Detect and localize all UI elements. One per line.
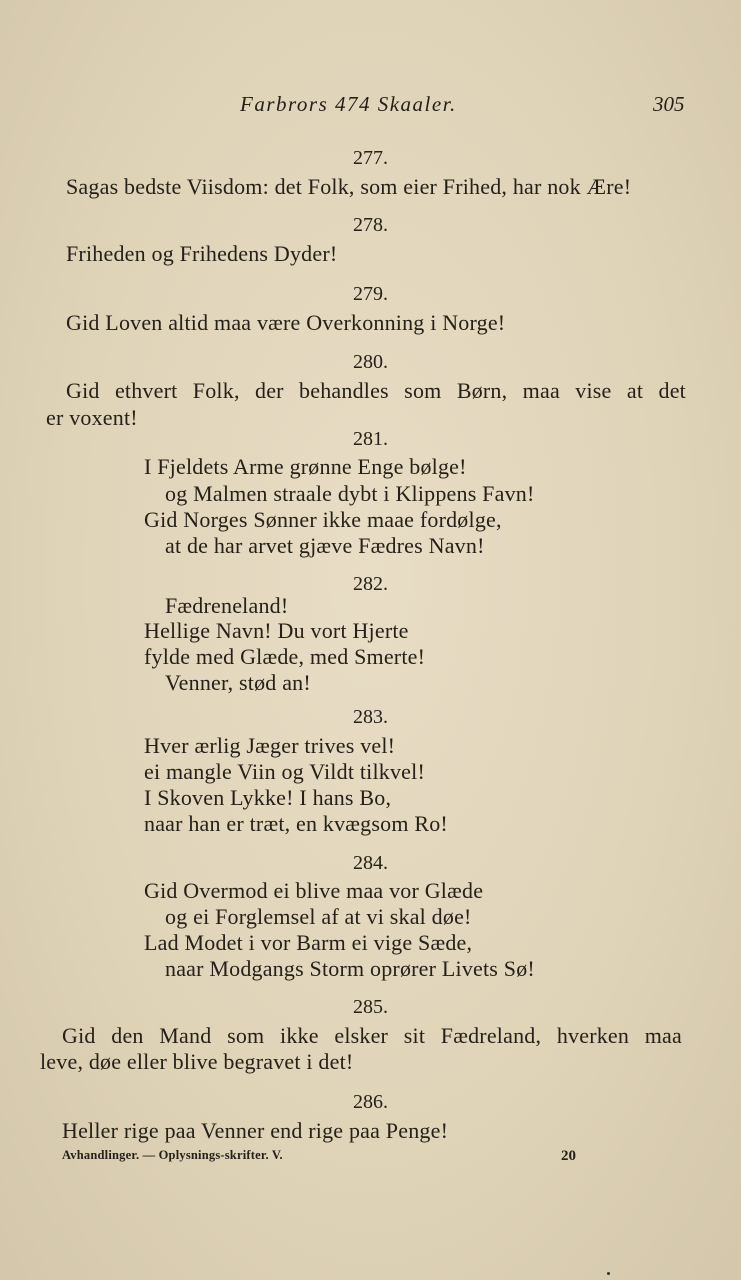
entry-line: ei mangle Viin og Vildt tilkvel! xyxy=(144,759,425,784)
entry-line: leve, døe eller blive begravet i det! xyxy=(40,1049,354,1074)
entry-line: naar Modgangs Storm oprører Livets Sø! xyxy=(165,956,535,981)
entry-line: Gid Overmod ei blive maa vor Glæde xyxy=(144,878,484,903)
entry-line: Friheden og Frihedens Dyder! xyxy=(66,241,338,266)
entry-line: fylde med Glæde, med Smerte! xyxy=(144,644,426,669)
entry-number: 283. xyxy=(353,706,388,728)
entry-line: Lad Modet i vor Barm ei vige Sæde, xyxy=(144,930,473,955)
entry-line: naar han er træt, en kvægsom Ro! xyxy=(144,811,448,836)
footer-signature: 20 xyxy=(561,1148,576,1164)
entry-number: 284. xyxy=(353,852,388,874)
entry-line: I Fjeldets Arme grønne Enge bølge! xyxy=(144,454,467,479)
running-title: Farbrors 474 Skaaler. xyxy=(240,92,457,116)
entry-line: Hver ærlig Jæger trives vel! xyxy=(144,733,396,758)
entry-number: 282. xyxy=(353,573,388,595)
entry-line: Gid ethvert Folk, der behandles som Børn, maa vise at det xyxy=(66,378,686,403)
entry-line: Fædreneland! xyxy=(165,593,289,618)
paper-speck xyxy=(607,1272,610,1275)
entry-line: Gid Norges Sønner ikke maae fordølge, xyxy=(144,507,502,532)
entry-number: 281. xyxy=(353,428,388,450)
entry-number: 285. xyxy=(353,996,388,1018)
entry-line: I Skoven Lykke! I hans Bo, xyxy=(144,785,392,810)
entry-number: 277. xyxy=(353,147,388,169)
entry-number: 286. xyxy=(353,1091,388,1113)
page-number: 305 xyxy=(653,92,685,116)
entry-line: Venner, stød an! xyxy=(165,670,311,695)
entry-line: Sagas bedste Viisdom: det Folk, som eier Frihed, har nok Ære! xyxy=(66,174,632,199)
entry-line: og Malmen straale dybt i Klippens Favn! xyxy=(165,481,535,506)
entry-number: 279. xyxy=(353,283,388,305)
entry-number: 280. xyxy=(353,351,388,373)
entry-line: at de har arvet gjæve Fædres Navn! xyxy=(165,533,485,558)
entry-line: er voxent! xyxy=(46,405,138,430)
entry-line: og ei Forglemsel af at vi skal døe! xyxy=(165,904,472,929)
entry-line: Gid den Mand som ikke elsker sit Fædreland, hverken maa xyxy=(62,1023,682,1048)
entry-line: Hellige Navn! Du vort Hjerte xyxy=(144,618,409,643)
entry-line: Gid Loven altid maa være Overkonning i Norge! xyxy=(66,310,506,335)
entry-number: 278. xyxy=(353,214,388,236)
entry-line: Heller rige paa Venner end rige paa Penge! xyxy=(62,1118,449,1143)
footer-series: Avhandlinger. — Oplysnings-skrifter. V. xyxy=(62,1148,283,1162)
